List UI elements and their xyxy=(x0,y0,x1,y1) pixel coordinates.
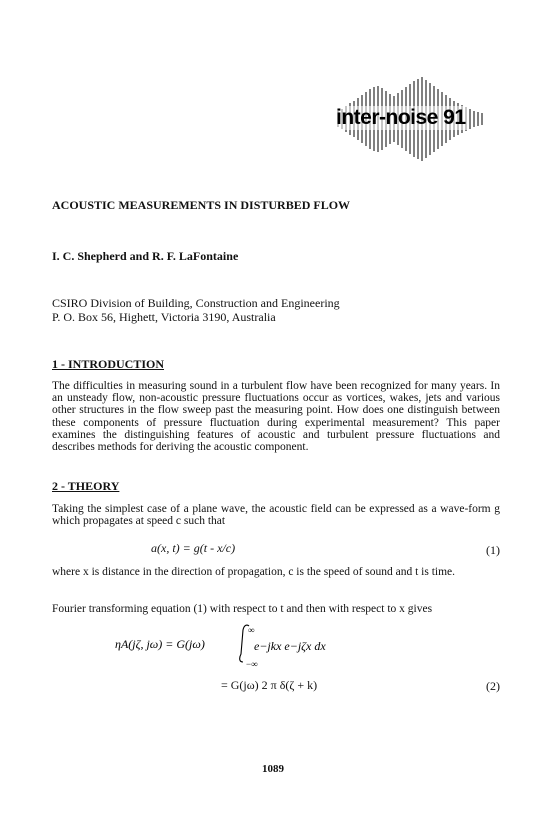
theory-paragraph: Fourier transforming equation (1) with respect to t and then with respect to x gives xyxy=(52,603,433,615)
equation-2 xyxy=(115,620,375,670)
theory-paragraph: where x is distance in the direction of propagation, c is the speed of sound and t is time. xyxy=(52,566,456,578)
page-number: 1089 xyxy=(262,763,284,775)
equation-1: a(x, t) = g(t - x/c) xyxy=(151,541,236,555)
integral-lower-limit: −∞ xyxy=(246,659,258,669)
theory-paragraph: Taking the simplest case of a plane wave, the acoustic field can be expressed as a wave-form g which propagates at speed c such that xyxy=(52,503,500,528)
equation-number: (2) xyxy=(486,679,500,693)
equation-2-result: = G(jω) 2 π δ(ζ + k) xyxy=(221,678,318,692)
affiliation-line: CSIRO Division of Building, Construction and Engineering xyxy=(52,296,340,310)
equation-2-lhs: ηA(jζ, jω) = G(jω) xyxy=(115,637,205,651)
paper-authors: I. C. Shepherd and R. F. LaFontaine xyxy=(52,249,239,263)
section-heading-theory: 2 - THEORY xyxy=(52,479,120,493)
intro-paragraph: The difficulties in measuring sound in a turbulent flow have been recognized for many years. In an unsteady flow, non-acoustic pressure fluctuations occur as vortices, wakes, jets and various other structures in the flow sweep past the measuring point. How does one distinguish between these components of pressure fluctuation during experimental measurement? This paper examines the distinguishing features of acoustic and turbulent pressure fluctuations and describes methods for deriving the acoustic component. xyxy=(52,380,500,454)
equation-number: (1) xyxy=(486,543,500,557)
logo-text: inter-noise 91 xyxy=(336,106,466,129)
paper-title: ACOUSTIC MEASUREMENTS IN DISTURBED FLOW xyxy=(52,198,351,212)
section-heading-introduction: 1 - INTRODUCTION xyxy=(52,357,165,371)
equation-2-graphic xyxy=(115,620,375,670)
affiliation xyxy=(52,296,340,324)
integral-upper-limit: ∞ xyxy=(248,625,255,635)
integrand: e−jkx e−jζx dx xyxy=(254,639,326,653)
inter-noise-logo xyxy=(330,58,490,176)
affiliation-line: P. O. Box 56, Highett, Victoria 3190, Australia xyxy=(52,310,276,324)
